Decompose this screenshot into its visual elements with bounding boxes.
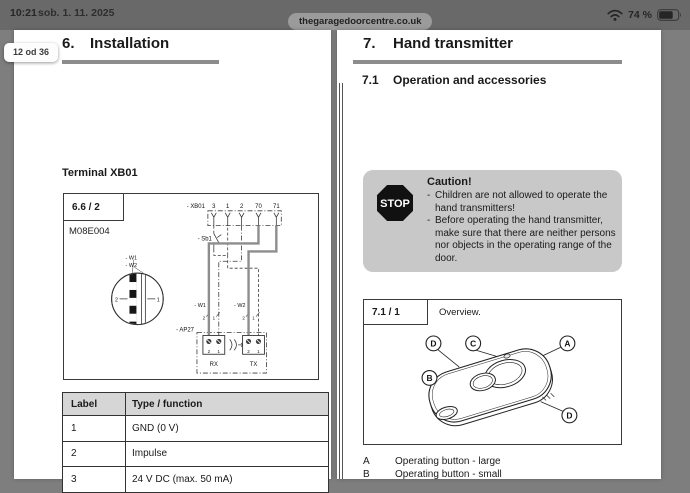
heading-underline-right [353, 60, 622, 64]
caution-item-text: Before operating the hand transmitter, make sure that there are neither persons nor objects in the operating range of the door. [435, 215, 616, 264]
heading-underline-left [62, 60, 219, 64]
w1-pin-1: 1 [212, 315, 216, 321]
subsection-number: 7.1 [362, 73, 379, 87]
battery-percent: 74 % [628, 9, 652, 21]
caution-items [427, 190, 617, 265]
callout-d-top: D [430, 338, 437, 349]
caution-item [427, 190, 617, 215]
caution-item [427, 215, 617, 265]
w2-pin-2: 2 [242, 315, 245, 321]
terminal-3: 3 [212, 203, 216, 210]
caution-bullet: - [427, 215, 431, 226]
page-fold-line [342, 83, 343, 479]
legend-key-a: A [363, 456, 370, 467]
w1-pin-2: 2 [202, 315, 206, 321]
transmitter-figure-box [363, 299, 622, 445]
wiring-figure-box [63, 193, 319, 380]
legend-row-b [363, 468, 613, 481]
parts-table [62, 392, 329, 493]
w1-wire-label: - W1 [194, 302, 206, 309]
figure-caption: Overview. [439, 307, 481, 318]
table-header-function: Type / function [132, 398, 203, 410]
terminal-71: 71 [273, 203, 280, 210]
legend-row-a [363, 455, 613, 468]
row-2-label: 2 [63, 442, 126, 467]
right-page [337, 30, 661, 479]
row-2-function: Impulse [132, 448, 168, 460]
w2-pin-1: 1 [252, 315, 255, 321]
core-1-label: 1 [156, 297, 160, 304]
left-page [14, 30, 331, 485]
figure-code: M08E004 [69, 226, 110, 237]
terminal-70: 70 [255, 203, 262, 210]
core-2-label: 2 [115, 297, 119, 304]
w2-wire-label: - W2 [234, 302, 246, 309]
row-3-function: 24 V DC (max. 50 mA) [132, 473, 233, 485]
section-number-right: 7. [363, 35, 376, 52]
legend-text-b: Operating button - small [395, 469, 502, 480]
section-number-left: 6. [62, 35, 75, 52]
stop-text: STOP [380, 198, 410, 210]
module-label: - AP27 [176, 327, 194, 334]
legend-key-b: B [363, 469, 370, 480]
table-row [63, 441, 328, 467]
table-row [63, 415, 328, 441]
callout-a: A [564, 338, 571, 349]
row-3-label: 3 [63, 467, 126, 492]
page-fold-line [339, 83, 340, 479]
tx-pin-1: 1 [257, 348, 260, 354]
legend-text-a: Operating button - large [395, 456, 501, 467]
cable-w2-label: - W2 [125, 263, 138, 270]
terminal-2: 2 [239, 203, 244, 210]
table-row [63, 466, 328, 492]
figure-ref-right: 7.1 / 1 [363, 299, 428, 325]
callout-c: C [470, 338, 477, 349]
caution-title: Caution! [427, 176, 472, 188]
wiring-diagram-svg [64, 194, 318, 379]
stop-icon [375, 183, 415, 223]
page-indicator-badge: 12 od 36 [4, 43, 58, 62]
status-date: sob. 1. 11. 2025 [38, 7, 115, 19]
caution-bullet: - [427, 190, 431, 201]
terminal-1: 1 [226, 203, 230, 210]
rx-pin-2: 2 [207, 348, 211, 354]
url-pill[interactable]: thegaragedoorcentre.co.uk [288, 13, 432, 30]
caution-box [363, 170, 622, 272]
table-header-row [63, 393, 328, 415]
callout-d-bottom: D [566, 410, 573, 421]
cable-w1-label: - W1 [125, 255, 138, 262]
row-1-function: GND (0 V) [132, 422, 179, 434]
status-time: 10:21 [10, 7, 37, 19]
table-header-label: Label [63, 393, 126, 415]
rx-label: RX [209, 362, 218, 369]
terminal-subheading: Terminal XB01 [62, 167, 138, 179]
tx-pin-2: 2 [247, 348, 250, 354]
row-1-label: 1 [63, 416, 126, 441]
callout-b: B [426, 372, 433, 383]
terminal-block-label: - XB01 [186, 203, 205, 210]
rx-pin-1: 1 [217, 348, 221, 354]
caution-item-text: Children are not allowed to operate the hand transmitters! [435, 190, 608, 214]
switch-label: - Sb1 [197, 236, 212, 243]
subsection-title: Operation and accessories [393, 73, 547, 87]
section-title-left: Installation [90, 35, 170, 52]
tx-label: TX [249, 362, 258, 369]
figure-ref-left: 6.6 / 2 [63, 193, 124, 221]
section-title-right: Hand transmitter [393, 35, 514, 52]
